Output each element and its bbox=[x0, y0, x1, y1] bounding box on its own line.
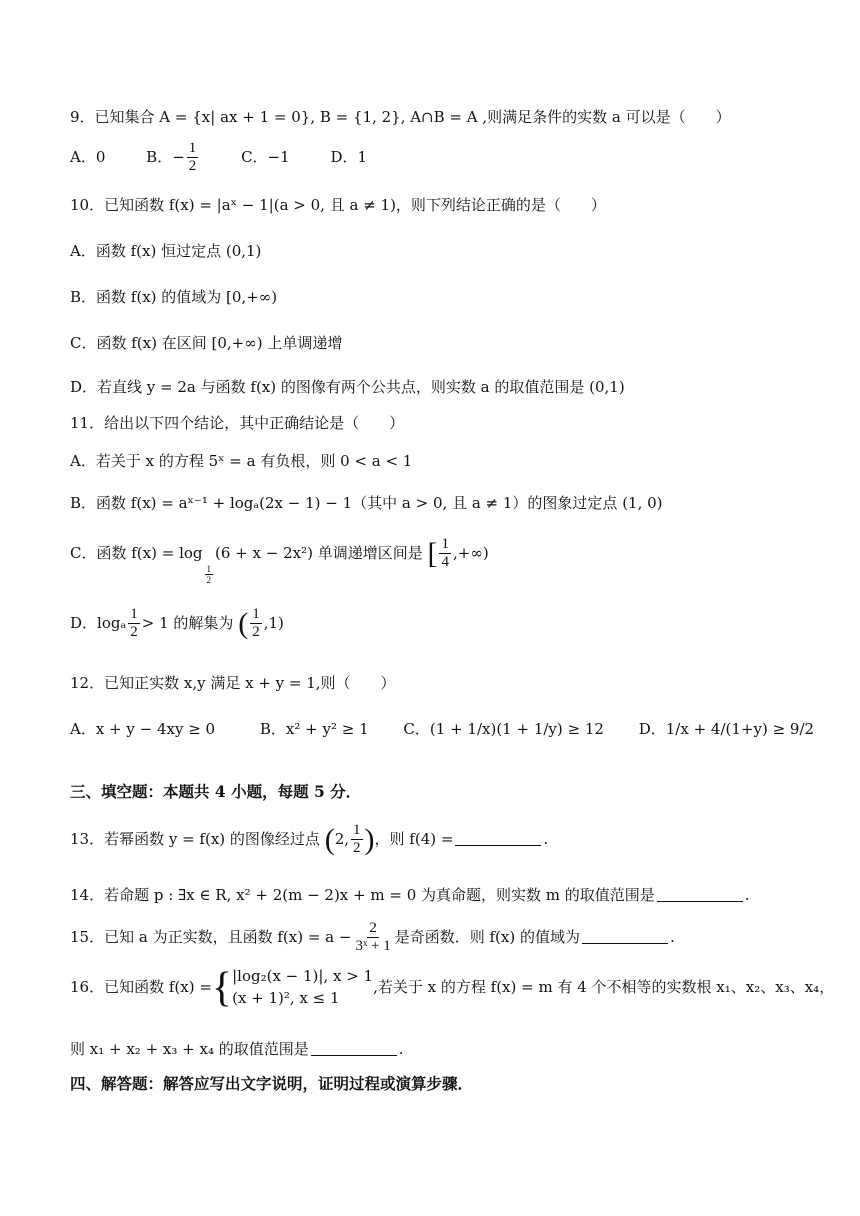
q10-option-d: D．若直线 y = 2a 与函数 f(x) 的图像有两个公共点，则实数 a 的取值范围是 (0,1) bbox=[70, 378, 625, 396]
q10-option-c: C．函数 f(x) 在区间 [0,+∞) 上单调递增 bbox=[70, 334, 343, 352]
q11-option-b: B．函数 f(x) = aˣ⁻¹ + logₐ(2x − 1) − 1（其中 a > 0, 且 a ≠ 1）的图象过定点 (1, 0) bbox=[70, 494, 663, 512]
question-12-stem: 12．已知正实数 x,y 满足 x + y = 1,则（ ） bbox=[70, 674, 396, 692]
q11-d-interval-fraction: $\frac{1}{2}$ bbox=[252, 606, 260, 641]
q9-option-a: A．0 bbox=[70, 147, 106, 166]
q9-option-b-fraction: $\frac{1}{2}$ bbox=[188, 140, 197, 175]
q16-text: 16．已知函数 f(x) = bbox=[70, 977, 212, 996]
q16-post: ,若关于 x 的方程 f(x) = m 有 4 个不相等的实数根 x₁、x₂、x₃、x₄， bbox=[373, 977, 835, 996]
q16-brace: { bbox=[211, 964, 233, 1011]
q14-end: . bbox=[744, 886, 750, 904]
q16-line2-text: 则 x₁ + x₂ + x₃ + x₄ 的取值范围是 bbox=[70, 1040, 309, 1058]
q13-paren-left: ( bbox=[324, 822, 335, 856]
q12-option-c-label: C． bbox=[403, 720, 430, 738]
q16-case-1: |log₂(x − 1)|, x > 1 bbox=[232, 967, 374, 985]
question-9-stem: 9．已知集合 A = {x| ax + 1 = 0}, B = {1, 2}, A∩B = A ,则满足条件的实数 a 可以是（ ） bbox=[70, 108, 731, 126]
q11-c-log-base: $\frac{1}{2}$ bbox=[206, 563, 211, 586]
section-3-heading: 三、填空题：本题共 4 小题，每题 5 分． bbox=[70, 782, 362, 801]
question-9-options bbox=[70, 140, 820, 176]
q13-paren-right: ) bbox=[364, 822, 375, 856]
q13-end: . bbox=[543, 829, 549, 848]
q15-answer-blank[interactable] bbox=[582, 943, 668, 944]
q9-option-b-label: B． bbox=[146, 147, 173, 166]
q11-d-paren-left: ( bbox=[238, 606, 249, 640]
q12-option-d: 1/x + 4/(1+y) ≥ 9/2 bbox=[665, 720, 815, 738]
q11-d-fraction: $\frac{1}{2}$ bbox=[130, 606, 138, 641]
question-12-options bbox=[70, 720, 820, 740]
q13-answer-blank[interactable] bbox=[455, 845, 541, 846]
q11-d-body: > 1 的解集为 bbox=[141, 613, 234, 632]
q9-option-d: D．1 bbox=[330, 147, 368, 166]
q10-option-b: B．函数 f(x) 的值域为 [0,+∞) bbox=[70, 288, 278, 306]
q15-mid: 是奇函数．则 f(x) 的值域为 bbox=[394, 927, 580, 946]
question-14 bbox=[70, 886, 820, 906]
q11-option-c bbox=[70, 536, 820, 585]
q11-d-interval-end: ,1) bbox=[263, 613, 284, 632]
q11-option-a: A．若关于 x 的方程 5ˣ = a 有负根，则 0 < a < 1 bbox=[70, 452, 413, 470]
question-11-stem: 11．给出以下四个结论，其中正确结论是（ ） bbox=[70, 414, 405, 432]
q9-option-b-sign: − bbox=[172, 147, 185, 166]
q16-case-2: (x + 1)², x ≤ 1 bbox=[232, 988, 340, 1007]
q10-option-a: A．函数 f(x) 恒过定点 (0,1) bbox=[70, 242, 262, 260]
question-16-line-2 bbox=[70, 1040, 820, 1060]
q11-c-bracket-left: [ bbox=[427, 536, 438, 570]
q15-text: 15．已知 a 为正实数，且函数 f(x) = a − bbox=[70, 927, 352, 946]
question-16 bbox=[70, 964, 835, 1011]
q12-option-a: A．x + y − 4xy ≥ 0 bbox=[70, 720, 216, 738]
q9-option-c: C．−1 bbox=[241, 147, 290, 166]
q11-option-d bbox=[70, 606, 820, 642]
q11-c-interval-end: ,+∞) bbox=[452, 543, 489, 562]
section-4-heading: 四、解答题：解答应写出文字说明，证明过程或演算步骤． bbox=[70, 1074, 474, 1093]
q12-option-b: B．x² + y² ≥ 1 bbox=[259, 720, 369, 738]
question-13: 13．若幂函数 y = f(x) 的图像经过点 (2, $\frac{1}{2}$ )，则 f(4) = . bbox=[70, 822, 549, 857]
q16-piecewise bbox=[232, 966, 373, 1010]
q11-d-prefix: D．logₐ bbox=[70, 613, 127, 632]
q13-text: 13．若幂函数 y = f(x) 的图像经过点 bbox=[70, 829, 320, 848]
q15-end: . bbox=[670, 927, 675, 946]
q11-c-fraction: $\frac{1}{4}$ bbox=[441, 536, 449, 571]
q13-point-fraction: $\frac{1}{2}$ bbox=[353, 822, 361, 857]
q12-option-c: (1 + 1/x)(1 + 1/y) ≥ 12 bbox=[429, 720, 604, 738]
q13-post: ，则 f(4) = bbox=[374, 829, 454, 848]
q11-c-body: (6 + x − 2x²) 单调递增区间是 bbox=[215, 543, 423, 562]
question-10-stem: 10．已知函数 f(x) = |aˣ − 1|(a > 0, 且 a ≠ 1)，则下列结论正确的是（ ） bbox=[70, 196, 606, 214]
q15-fraction: $\frac{2}{\text{3ˣ + 1}}$ bbox=[355, 920, 391, 955]
q14-text: 14．若命题 p : ∃x ∈ R, x² + 2(m − 2)x + m = 0 为真命题，则实数 m 的取值范围是 bbox=[70, 886, 655, 904]
question-15 bbox=[70, 920, 820, 956]
q12-option-d-label: D． bbox=[638, 720, 666, 738]
q16-end: . bbox=[398, 1040, 404, 1058]
q14-answer-blank[interactable] bbox=[657, 901, 743, 902]
q11-c-prefix: C．函数 f(x) = log bbox=[70, 543, 203, 562]
q16-answer-blank[interactable] bbox=[311, 1055, 397, 1056]
